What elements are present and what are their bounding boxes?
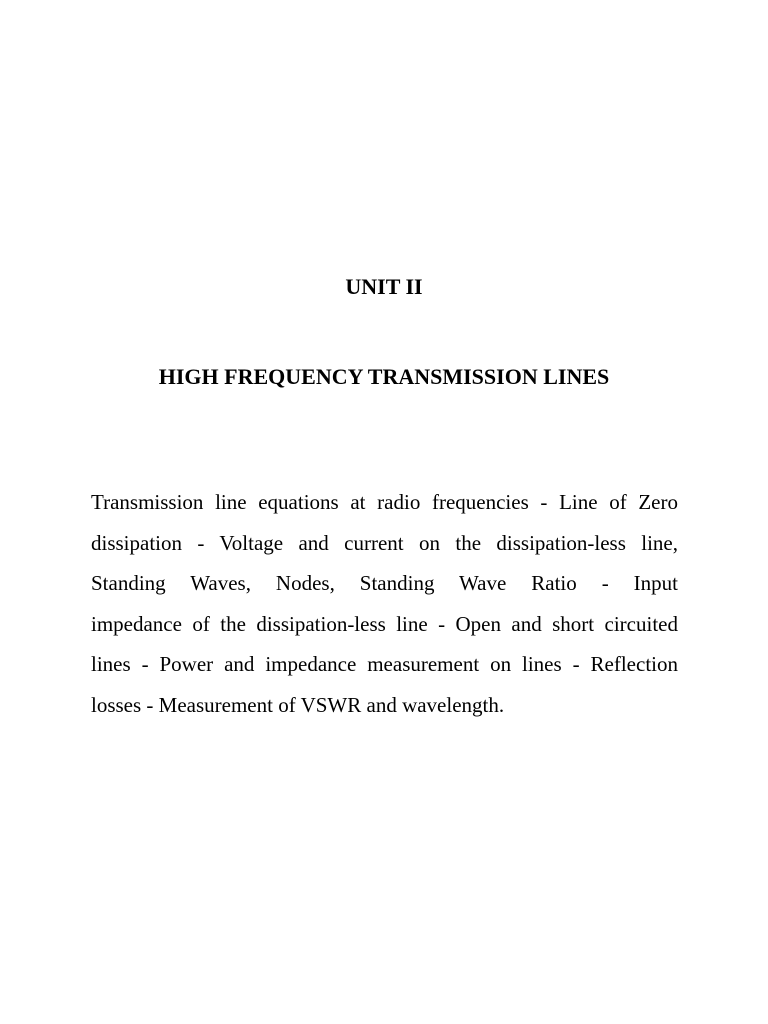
syllabus-paragraph: [91, 482, 678, 726]
syllabus-line: Standing Waves, Nodes, Standing Wave Ratio - Input: [91, 571, 678, 596]
syllabus-line: impedance of the dissipation-less line - Open and short circuited: [91, 611, 678, 636]
syllabus-line: lines - Power and impedance measurement on lines - Reflection: [91, 652, 678, 677]
unit-heading: UNIT II: [345, 274, 423, 299]
syllabus-line: Transmission line equations at radio frequencies - Line of Zero: [91, 490, 678, 514]
chapter-heading: HIGH FREQUENCY TRANSMISSION LINES: [158, 364, 610, 389]
syllabus-line: dissipation - Voltage and current on the dissipation-less line,: [91, 530, 678, 555]
syllabus-line: losses - Measurement of VSWR and wavelength.: [91, 692, 505, 717]
